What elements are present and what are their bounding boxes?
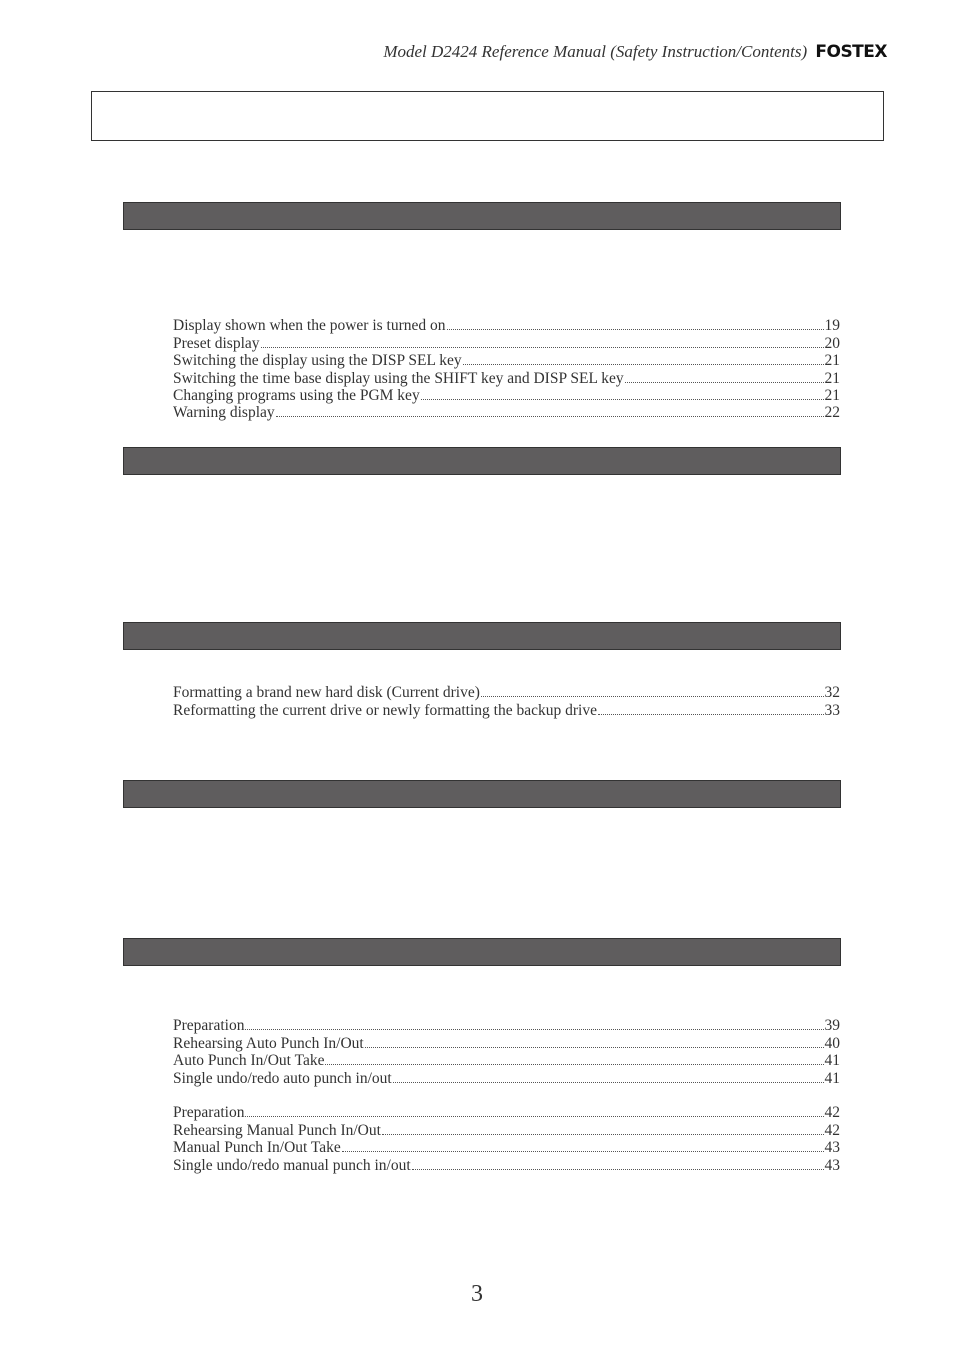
- toc-list: [173, 312, 840, 422]
- toc-entry-page: 42: [824, 1121, 840, 1139]
- toc-entry-label: Reformatting the current drive or newly formatting the backup drive: [173, 701, 597, 719]
- dot-leader: [598, 696, 824, 714]
- toc-entry-page: 21: [824, 386, 840, 404]
- contents-title-box: [91, 91, 884, 141]
- toc-entry[interactable]: [173, 312, 840, 335]
- dot-leader: [276, 399, 824, 417]
- dot-leader: [393, 1064, 824, 1082]
- toc-entry[interactable]: [173, 1029, 840, 1052]
- toc-entry[interactable]: [173, 347, 840, 370]
- toc-entry-page: 39: [824, 1017, 840, 1035]
- toc-entry-page: 43: [824, 1139, 840, 1157]
- brand-logo: FOSTEX: [815, 42, 887, 62]
- toc-entry-page: 41: [824, 1069, 840, 1087]
- toc-entry[interactable]: [173, 1099, 840, 1122]
- dot-leader: [412, 1151, 824, 1169]
- dot-leader: [365, 1029, 824, 1047]
- toc-entry-label: Warning display: [173, 404, 275, 422]
- toc-entry-page: 41: [824, 1052, 840, 1070]
- toc-entry-page: 21: [824, 352, 840, 370]
- toc-list: [173, 679, 840, 719]
- dot-leader: [447, 312, 824, 330]
- toc-entry-label: Formatting a brand new hard disk (Current drive): [173, 684, 480, 702]
- toc-entry-label: Preset display: [173, 334, 260, 352]
- toc-entry-label: Switching the time base display using the SHIFT key and DISP SEL key: [173, 369, 624, 387]
- toc-entry-label: Single undo/redo manual punch in/out: [173, 1156, 411, 1174]
- manual-title: Model D2424 Reference Manual (Safety Instruction/Contents): [383, 42, 808, 61]
- section-heading-bar: [123, 622, 841, 650]
- toc-entry-page: 33: [824, 701, 840, 719]
- toc-entry-page: 32: [824, 684, 840, 702]
- toc-entry-label: Auto Punch In/Out Take: [173, 1052, 325, 1070]
- toc-entry-page: 22: [824, 404, 840, 422]
- section-heading-bar: [123, 780, 841, 808]
- dot-leader: [245, 1012, 823, 1030]
- section-heading-bar: [123, 938, 841, 966]
- toc-entry[interactable]: [173, 1012, 840, 1035]
- dot-leader: [382, 1116, 824, 1134]
- toc-entry-label: Preparation: [173, 1017, 245, 1035]
- section-heading-bar: [123, 202, 841, 230]
- toc-entry-label: Display shown when the power is turned on: [173, 317, 446, 335]
- toc-entry-label: Switching the display using the DISP SEL key: [173, 352, 462, 370]
- toc-entry-label: Changing programs using the PGM key: [173, 386, 420, 404]
- dot-leader: [463, 347, 824, 365]
- toc-entry[interactable]: [173, 329, 840, 352]
- toc-list: [173, 1012, 840, 1174]
- dot-leader: [342, 1134, 824, 1152]
- section-heading-bar: [123, 447, 841, 475]
- toc-entry-page: 21: [824, 369, 840, 387]
- toc-entry-label: Single undo/redo auto punch in/out: [173, 1069, 392, 1087]
- toc-entry-label: Preparation: [173, 1104, 245, 1122]
- toc-entry-page: 42: [824, 1104, 840, 1122]
- dot-leader: [261, 329, 824, 347]
- toc-entry-label: Rehearsing Manual Punch In/Out: [173, 1121, 381, 1139]
- dot-leader: [245, 1099, 823, 1117]
- toc-entry-page: 40: [824, 1034, 840, 1052]
- page-number: 3: [471, 1281, 483, 1307]
- dot-leader: [625, 364, 824, 382]
- toc-entry-page: 43: [824, 1156, 840, 1174]
- toc-entry-label: Rehearsing Auto Punch In/Out: [173, 1034, 364, 1052]
- toc-entry-page: 19: [824, 317, 840, 335]
- toc-entry[interactable]: [173, 679, 840, 702]
- running-header: [0, 42, 887, 62]
- dot-leader: [325, 1047, 823, 1065]
- dot-leader: [421, 382, 824, 400]
- toc-entry-page: 20: [824, 334, 840, 352]
- toc-entry-label: Manual Punch In/Out Take: [173, 1139, 341, 1157]
- toc-entry[interactable]: [173, 1116, 840, 1139]
- dot-leader: [481, 679, 824, 697]
